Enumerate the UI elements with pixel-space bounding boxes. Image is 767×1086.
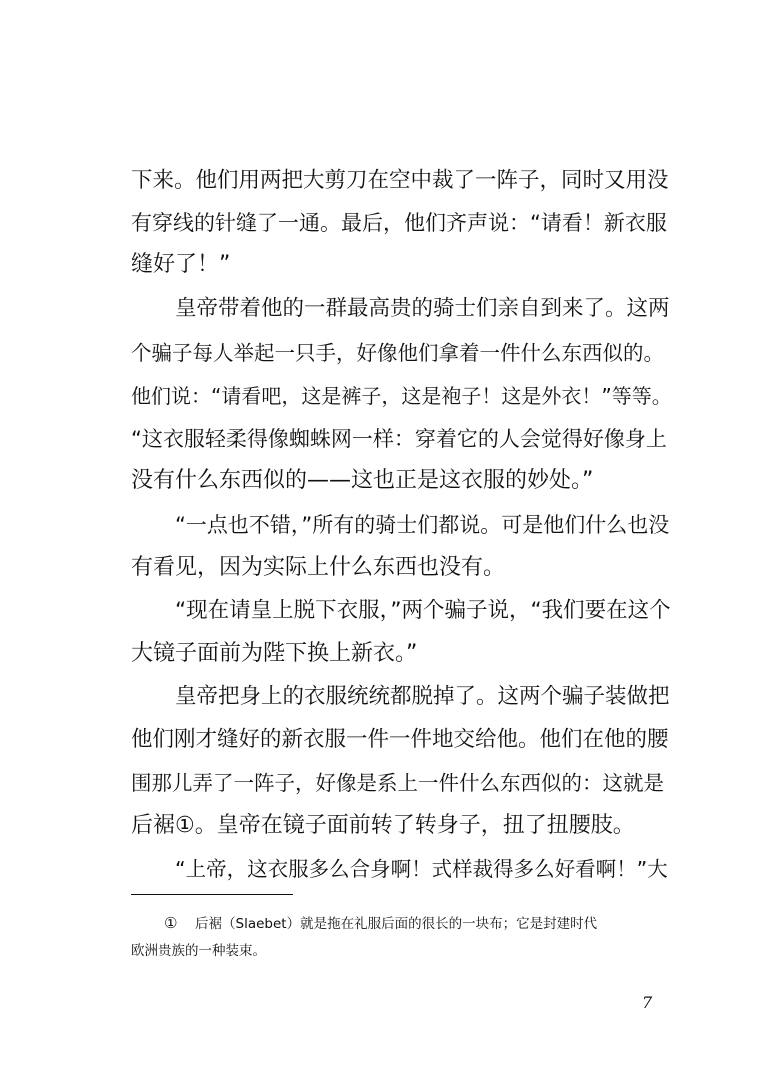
text-line-17: “上帝，这衣服多么合身啊！式样裁得多么好看啊！”大: [175, 857, 668, 881]
text-line-4: 皇帝带着他的一群最高贵的骑士们亲自到来了。这两: [175, 296, 670, 321]
text-line-3: 缝好了！”: [131, 252, 231, 277]
text-line-11: “现在请皇上脱下衣服，”两个骗子说，“我们要在这个: [175, 598, 671, 623]
text-line-8: 没有什么东西似的——这也正是这衣服的妙处。”: [131, 468, 594, 493]
text-line-15: 围那儿弄了一阵子，好像是系上一件什么东西似的：这就是: [131, 771, 664, 795]
text-line-5: 个骗子每人举起一只手，好像他们拿着一件什么东西似的。: [131, 341, 664, 365]
text-line-9: “一点也不错，”所有的骑士们都说。可是他们什么也没: [175, 513, 670, 537]
footnote-divider: [131, 894, 293, 895]
text-line-1: 下来。他们用两把大剪刀在空中裁了一阵子，同时又用没: [131, 168, 669, 193]
footnote-line-1: 后裾（Slaebet）就是拖在礼服后面的很长的一块布；它是封建时代: [195, 916, 598, 932]
footnote-line-2: 欧洲贵族的一种装束。: [131, 943, 266, 959]
text-line-7: “这衣服轻柔得像蜘蛛网一样：穿着它的人会觉得好像身上: [131, 427, 667, 451]
text-line-12: 大镜子面前为陛下换上新衣。”: [131, 641, 418, 666]
page-number: 7: [642, 993, 653, 1012]
text-line-16: 后裾①。皇帝在镜子面前转了转身子，扭了扭腰肢。: [131, 813, 635, 838]
text-line-6: 他们说：“请看吧，这是裤子，这是袍子！这是外衣！”等等。: [131, 384, 672, 408]
footnote-marker: ①: [164, 914, 178, 932]
text-line-14: 他们刚才缝好的新衣服一件一件地交给他。他们在他的腰: [131, 727, 669, 752]
text-line-10: 有看见，因为实际上什么东西也没有。: [131, 555, 506, 580]
text-line-13: 皇帝把身上的衣服统统都脱掉了。这两个骗子装做把: [175, 684, 670, 709]
text-line-2: 有穿线的针缝了一通。最后，他们齐声说：“请看！新衣服: [131, 211, 667, 235]
